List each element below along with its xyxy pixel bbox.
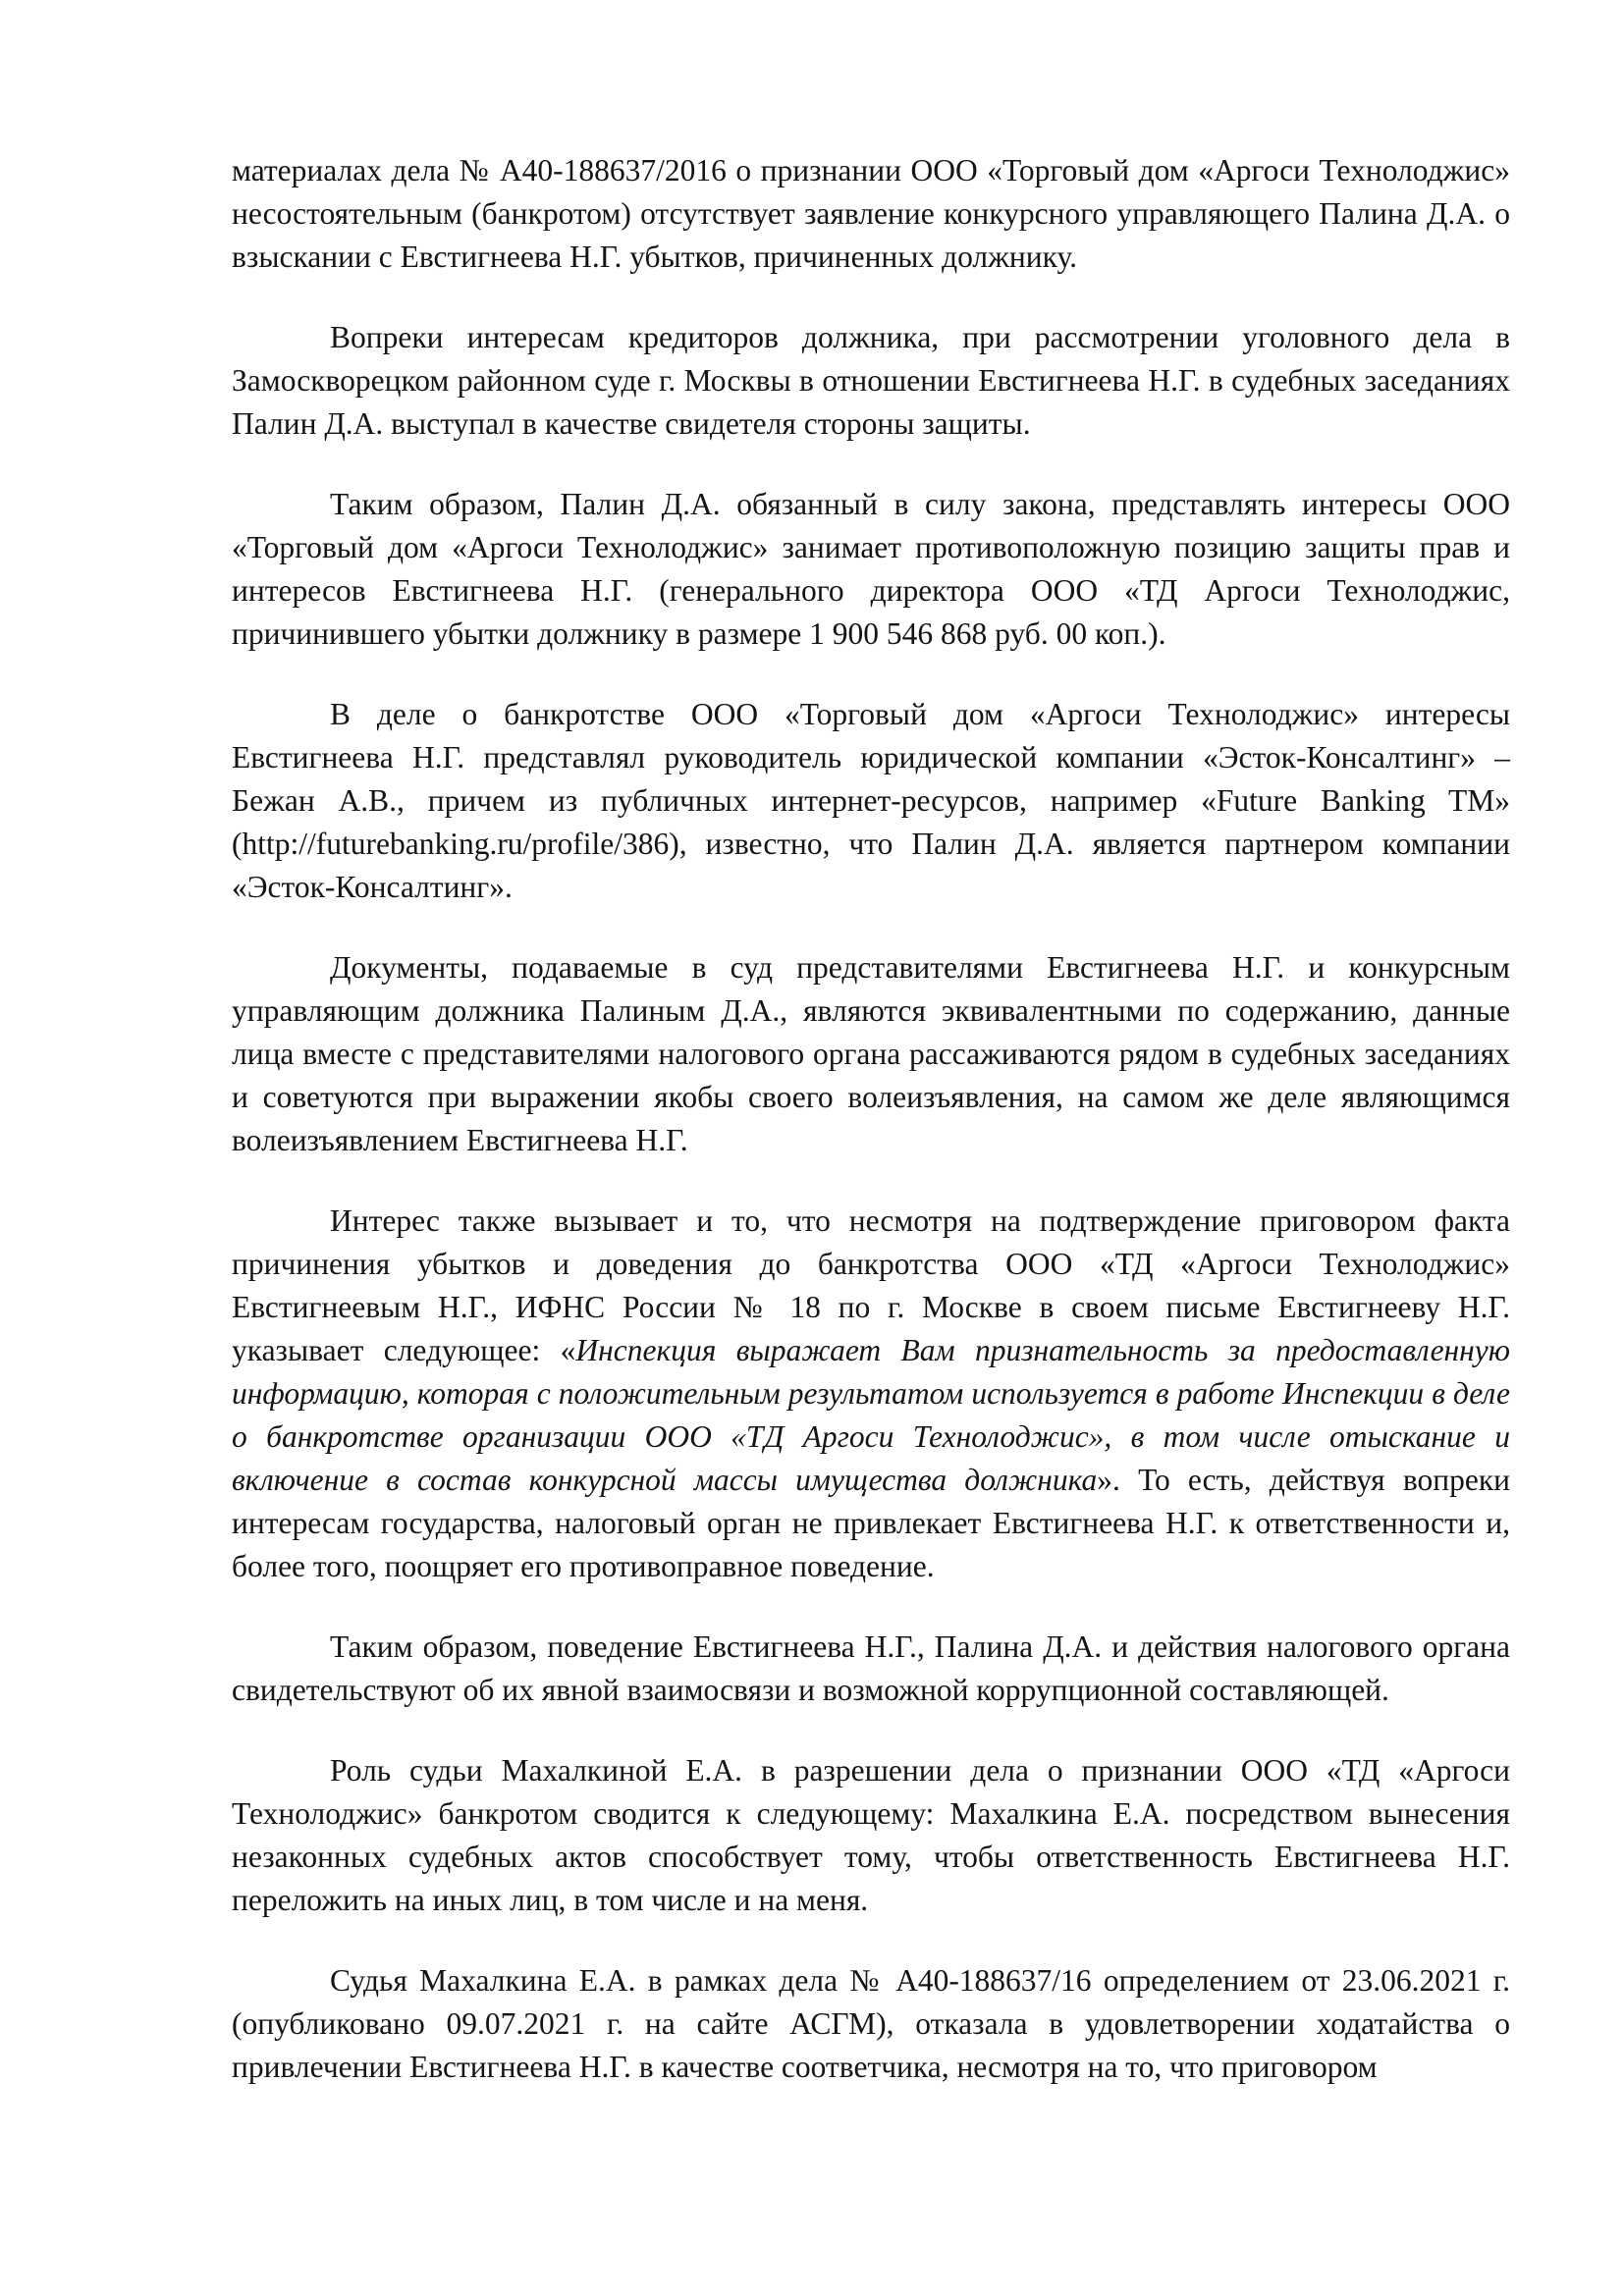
quoted-letter-text: Инспекция выражает Вам признательность за предоставленную информацию, которая с положительным результатом используется в работе Инспекции в деле о банкротстве организации ООО «ТД Аргоси Технолоджис», в том числе отыскание и включение в состав конкурсной массы имущества должника	[232, 1333, 1511, 1497]
paragraph-text: материалах дела № А40-188637/2016 о признании ООО «Торговый дом «Аргоси Технолоджис» несостоятельным (банкротом) отсутствует заявление конкурсного управляющего Палина Д.А. о взыскании с Евстигнеева Н.Г. убытков, причиненных должнику.	[232, 153, 1510, 274]
paragraph-text: Роль судьи Махалкиной Е.А. в разрешении дела о признании ООО «ТД «Аргоси Технолоджис» банкротом сводится к следующему: Махалкина Е.А. посредством вынесения незаконных судебных актов способствует тому, чтобы ответственность Евстигнеева Н.Г. переложить на иных лиц, в том числе и на меня.	[232, 1753, 1510, 1917]
paragraph-8	[232, 1749, 1510, 1922]
paragraph-text: Вопреки интересам кредиторов должника, при рассмотрении уголовного дела в Замоскворецком районном суде г. Москвы в отношении Евстигнеева Н.Г. в судебных заседаниях Палин Д.А. выступал в качестве свидетеля стороны защиты.	[232, 320, 1510, 441]
paragraph-text: Таким образом, Палин Д.А. обязанный в силу закона, представлять интересы ООО «Торговый дом «Аргоси Технолоджис» занимает противоположную позицию защиты прав и интересов Евстигнеева Н.Г. (генерального директора ООО «ТД Аргоси Технолоджис, причинившего убытки должнику в размере 1 900 546 868 руб. 00 коп.).	[232, 487, 1510, 651]
paragraph-9	[232, 1959, 1510, 2089]
paragraph-5	[232, 946, 1510, 1162]
paragraph-7	[232, 1626, 1510, 1712]
paragraph-text: Таким образом, поведение Евстигнеева Н.Г., Палина Д.А. и действия налогового органа свидетельствуют об их явной взаимосвязи и возможной коррупционной составляющей.	[232, 1629, 1510, 1707]
paragraph-3	[232, 483, 1510, 656]
paragraph-text: Документы, подаваемые в суд представителями Евстигнеева Н.Г. и конкурсным управляющим должника Палиным Д.А., являются эквивалентными по содержанию, данные лица вместе с представителями налогового органа рассаживаются рядом в судебных заседаниях и советуются при выражении якобы своего волеизъявления, на самом же деле являющимся волеизъявлением Евстигнеева Н.Г.	[232, 950, 1510, 1157]
paragraph-text: В деле о банкротстве ООО «Торговый дом «Аргоси Технолоджис» интересы Евстигнеева Н.Г. представлял руководитель юридической компании «Эсток-Консалтинг» – Бежан А.В., причем из публичных интернет-ресурсов, например «Future Banking TM» (http://futurebanking.ru/profile/386), известно, что Палин Д.А. является партнером компании «Эсток-Консалтинг».	[232, 697, 1510, 904]
paragraph-text: ». То есть, действуя вопреки интересам государства, налоговый орган не привлекает Евстигнеева Н.Г. к ответственности и, более того, поощряет его противоправное поведение.	[232, 1463, 1510, 1583]
document-body	[232, 149, 1510, 2126]
paragraph-6	[232, 1200, 1510, 1588]
paragraph-1	[232, 149, 1510, 279]
paragraph-text: Судья Махалкина Е.А. в рамках дела № А40-188637/16 определением от 23.06.2021 г. (опубликовано 09.07.2021 г. на сайте АСГМ), отказала в удовлетворении ходатайства о привлечении Евстигнеева Н.Г. в качестве соответчика, несмотря на то, что приговором	[232, 1963, 1510, 2084]
paragraph-2	[232, 316, 1510, 446]
paragraph-text: Интерес также вызывает и то, что несмотря на подтверждение приговором факта причинения убытков и доведения до банкротства ООО «ТД «Аргоси Технолоджис» Евстигнеевым Н.Г., ИФНС России № 18 по г. Москве в своем письме Евстигнееву Н.Г. указывает следующее: «	[232, 1203, 1510, 1367]
paragraph-4	[232, 693, 1510, 909]
